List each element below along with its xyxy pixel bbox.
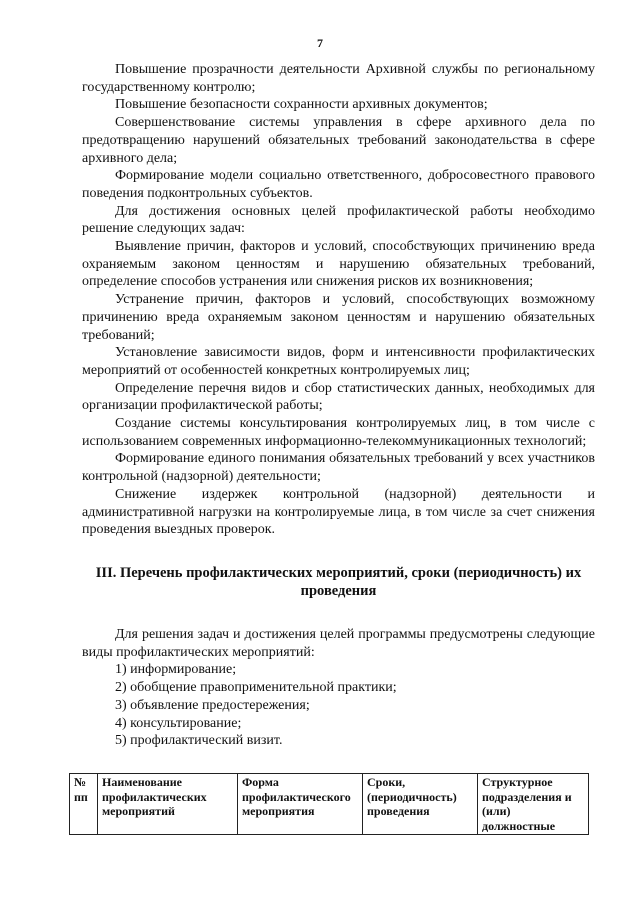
list-item: 4) консультирование; xyxy=(115,715,242,731)
paragraph: Для достижения основных целей профилактической работы необходимо решение следующих задач: xyxy=(82,203,595,237)
paragraph: Определение перечня видов и сбор статистических данных, необходимых для организации профилактической работы; xyxy=(82,380,595,414)
measures-table xyxy=(69,773,589,835)
measures-list xyxy=(82,661,595,750)
page-number: 7 xyxy=(317,36,323,50)
paragraph: Устранение причин, факторов и условий, способствующих возможному причинению вреда охраняемым законом ценностям и нарушению обязательных требований; xyxy=(82,292,595,343)
column-header-terms: Сроки, (периодичность) проведения xyxy=(363,774,478,835)
list-item: 5) профилактический визит. xyxy=(115,733,283,749)
column-header-form: Форма профилактического мероприятия xyxy=(238,774,363,835)
paragraph: Выявление причин, факторов и условий, способствующих причинению вреда охраняемым законом ценностям и нарушению обязательных требований, определение способов устранения или снижения рисков их возникновения; xyxy=(82,239,595,290)
list-item: 1) информирование; xyxy=(115,662,237,678)
paragraph: Создание системы консультирования контролируемых лиц, в том числе с использованием современных информационно-телекоммуникационных технологий; xyxy=(82,416,595,449)
document-body xyxy=(82,61,595,750)
paragraph: Снижение издержек контрольной (надзорной) деятельности и административной нагрузки на контролируемые лица, в том числе за счет снижения проведения выездных проверок. xyxy=(82,486,595,538)
list-item: 2) обобщение правоприменительной практики; xyxy=(115,680,397,696)
paragraph: Формирование единого понимания обязательных требований у всех участников контрольной (надзорной) деятельности; xyxy=(82,451,595,485)
column-header-name: Наименование профилактических мероприятий xyxy=(98,774,238,835)
paragraph: Повышение безопасности сохранности архивных документов; xyxy=(115,97,488,113)
paragraph: Совершенствование системы управления в сфере архивного дела по предотвращению нарушений обязательных требований законодательства в сфере архивного дела; xyxy=(82,115,595,166)
section-heading: III. Перечень профилактических мероприятий, сроки (периодичность) их проведения xyxy=(95,564,582,599)
column-header-number: № пп xyxy=(70,774,98,835)
column-header-responsible: Структурное подразделения и (или) должностные xyxy=(478,774,589,835)
paragraph: Повышение прозрачности деятельности Архивной службы по региональному государственному контролю; xyxy=(82,62,595,95)
paragraph: Формирование модели социально ответственного, добросовестного правового поведения подконтрольных субъектов. xyxy=(82,168,595,201)
table-header-row xyxy=(70,774,589,835)
list-item: 3) объявление предостережения; xyxy=(115,697,310,713)
paragraph: Установление зависимости видов, форм и интенсивности профилактических мероприятий от особенностей конкретных контролируемых лиц; xyxy=(82,345,595,378)
intro-paragraph: Для решения задач и достижения целей программы предусмотрены следующие виды профилактических мероприятий: xyxy=(82,626,595,660)
